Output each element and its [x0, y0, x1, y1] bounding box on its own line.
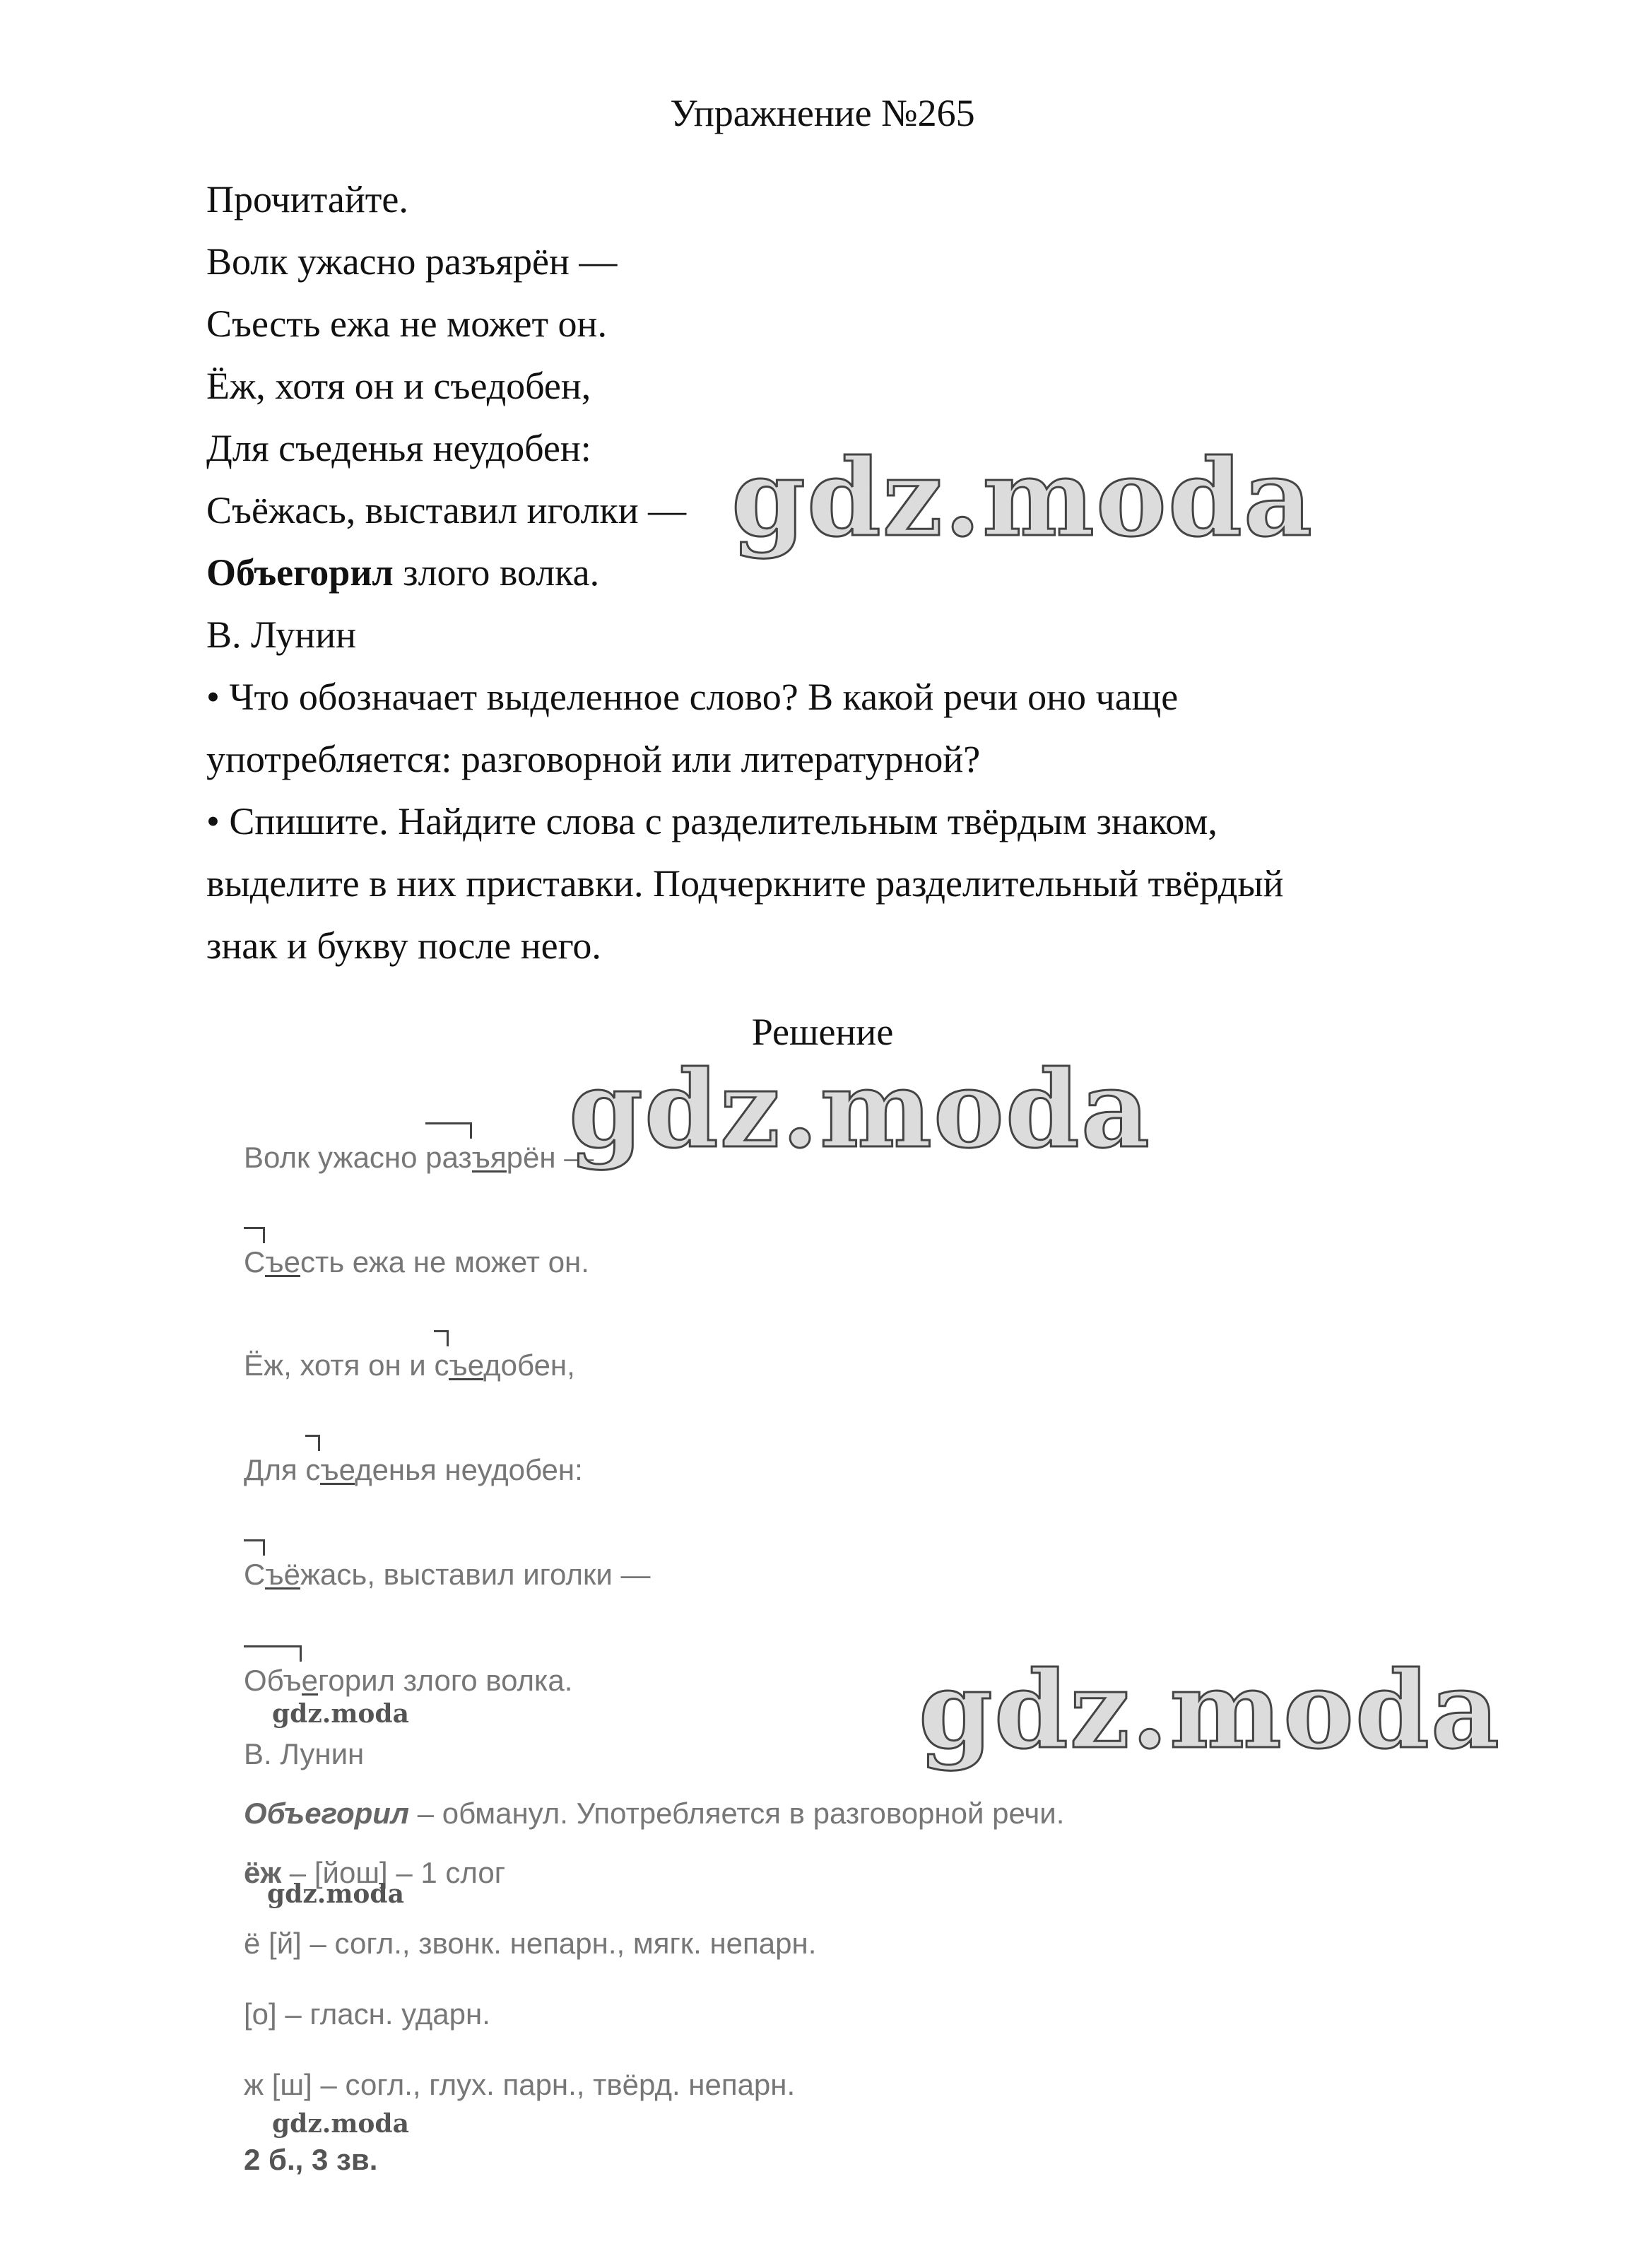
phonetic-word: ёж: [244, 1856, 282, 1889]
poem-line: Волк ужасно разъярён —: [206, 240, 618, 283]
poem-line-rest: злого волка.: [403, 551, 600, 594]
poem-line: Ёж, хотя он и съедобен,: [206, 365, 591, 407]
solution-poem-line: Волк ужасно раз ъярён —: [244, 1138, 1445, 1177]
watermark-small: gdz.moda: [272, 2109, 409, 2139]
definition-line: Объегорил – обманул. Употребляется в разговорной речи.: [244, 1797, 1065, 1830]
poem-line: Для съеденья неудобен:: [206, 427, 591, 469]
definition-word: Объегорил: [244, 1797, 410, 1830]
hard-sign-mark: ъе: [265, 1245, 300, 1279]
question-line: • Спишите. Найдите слова с разделительным твёрдым знаком,: [206, 800, 1217, 842]
solution-title: Решение: [751, 1011, 894, 1053]
poem-line: Съёжась, выставил иголки —: [206, 489, 687, 531]
question-line: выделите в них приставки. Подчеркните разделительный твёрдый: [206, 862, 1284, 905]
solution-poem-line: Ёж, хотя он и с ъедобен,: [244, 1346, 1445, 1385]
watermark-small: gdz.moda: [267, 1879, 404, 1909]
summary-line: 2 б., 3 зв.: [244, 2143, 378, 2176]
poem-author: В. Лунин: [206, 613, 356, 656]
prefix-mark: раз: [425, 1141, 472, 1174]
solution-poem-line: Для с ъеденья неудобен:: [244, 1450, 1445, 1490]
hard-sign-mark: ъё: [265, 1558, 300, 1591]
solution-poem-line: Объ егорил злого волка.: [244, 1661, 1445, 1700]
question-line: • Что обозначает выделенное слово? В какой речи оно чаще: [206, 676, 1179, 718]
hard-sign-mark: ъе: [449, 1349, 484, 1382]
hard-sign-mark: ъя: [471, 1141, 507, 1174]
analysis-line: ж [ш] – согл., глух. парн., твёрд. непарн.: [244, 2068, 796, 2101]
bold-word: Объегорил: [206, 551, 394, 594]
hard-sign-mark: е: [301, 1664, 318, 1697]
prefix-mark: Объ: [244, 1664, 302, 1697]
watermark: gdz.moda: [919, 1648, 1502, 1773]
task-text: [206, 168, 1478, 977]
solution-author: В. Лунин: [244, 1737, 365, 1770]
poem-line: Съесть ежа не может он.: [206, 302, 607, 345]
solution-poem-line: С ъёжась, выставил иголки —: [244, 1555, 1445, 1594]
task-line: Прочитайте.: [206, 178, 408, 221]
analysis-line: ё [й] – согл., звонк. непарн., мягк. непарн.: [244, 1927, 817, 1960]
question-line: употребляется: разговорной или литературной?: [206, 738, 981, 780]
prefix-mark: С: [244, 1245, 265, 1279]
prefix-mark: С: [244, 1558, 265, 1591]
prefix-mark: с: [434, 1349, 449, 1382]
question-line: знак и букву после него.: [206, 924, 601, 967]
hard-sign-mark: ъе: [320, 1453, 355, 1486]
watermark-small: gdz.moda: [272, 1699, 409, 1729]
watermark: gdz.moda: [569, 1047, 1152, 1172]
solution-poem-line: С ъесть ежа не может он.: [244, 1242, 1445, 1282]
phonetic-line: ёж – [йош] – 1 слог: [244, 1856, 506, 1889]
exercise-title: Упражнение №265: [670, 92, 975, 134]
analysis-line: [о] – гласн. ударн.: [244, 1997, 490, 2031]
watermark: gdz.moda: [731, 436, 1314, 560]
prefix-mark: с: [305, 1453, 320, 1486]
